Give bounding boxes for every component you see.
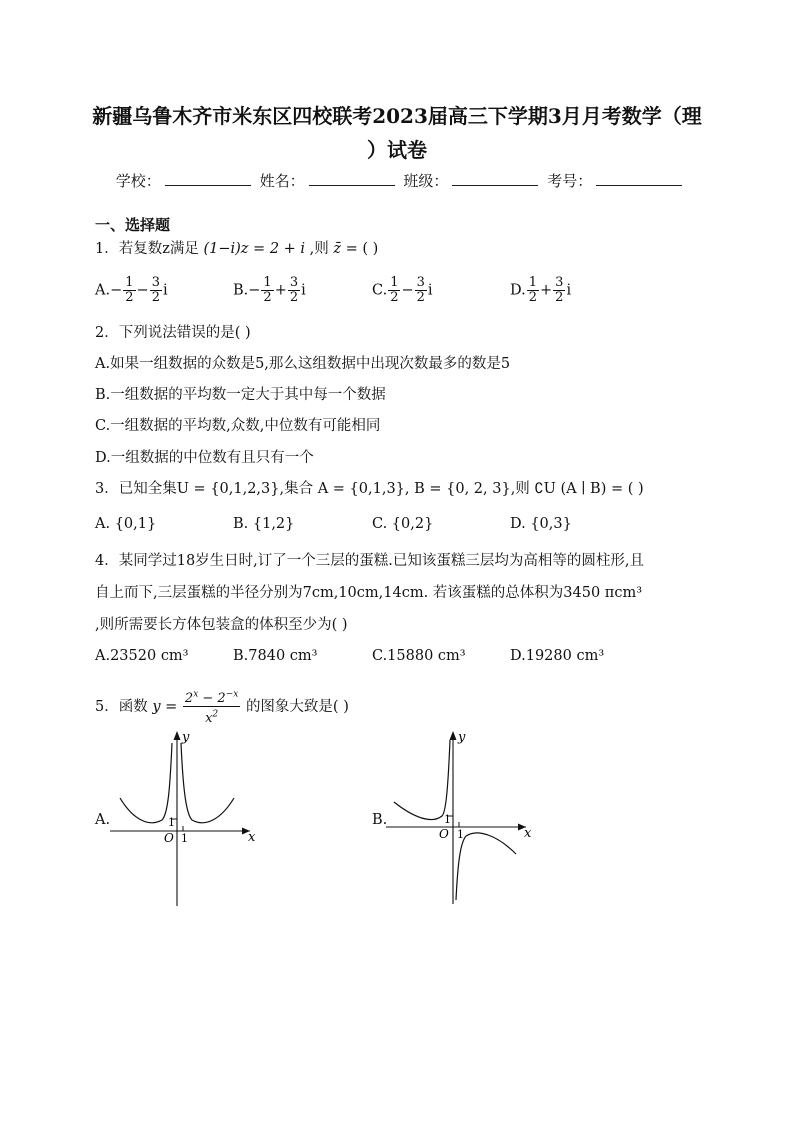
title-line-1: 新疆乌鲁木齐市米东区四校联考2023届高三下学期3月月考数学（理 [92, 104, 702, 128]
q2-option-b[interactable]: B.一组数据的平均数一定大于其中每一个数据 [95, 387, 386, 403]
q2-option-a[interactable]: A.如果一组数据的众数是5,那么这组数据中出现次数最多的数是5 [95, 356, 511, 372]
q2-option-c[interactable]: C.一组数据的平均数,众数,中位数有可能相同 [95, 418, 381, 434]
q1-option-b-label: B. [233, 282, 249, 299]
y-axis-arrow [450, 731, 457, 740]
curve-right [181, 743, 234, 823]
y-axis-arrow [174, 731, 181, 740]
q1-option-a[interactable]: A.− $\frac{1}{2}$ − $\frac{3}{2}$ i [95, 275, 168, 305]
q1-option-c-label: C. [372, 282, 388, 299]
q1-option-c[interactable]: C. $\frac{1}{2}$ − $\frac{3}{2}$ i [372, 275, 433, 305]
q3-option-b[interactable]: B. {1,2} [233, 516, 295, 532]
y-label: y [182, 730, 190, 745]
frac: $\frac{3}{2}$ [289, 275, 299, 305]
frac: $\frac{1}{2}$ [528, 275, 537, 305]
title-line-2: ）试卷 [367, 138, 427, 162]
frac: $\frac{3}{2}$ [555, 275, 564, 305]
name-blank[interactable] [309, 171, 395, 186]
y-one-label: 1 [168, 816, 175, 829]
q4-option-a[interactable]: A.23520 cm³ [95, 648, 189, 664]
y-label: y [458, 730, 466, 745]
y-one-label: 1 [444, 813, 451, 826]
q5-function-fraction: $\frac{2^x - 2^{-x}}{x^2}$ [184, 690, 239, 726]
exam-no-label: 考号： [547, 172, 593, 190]
q1-stem-e: ( ) [362, 241, 379, 257]
exam-no-blank[interactable] [596, 171, 682, 186]
frac: $\frac{1}{2}$ [125, 275, 134, 305]
frac: $\frac{3}{2}$ [151, 275, 160, 305]
q1-option-d[interactable]: D. $\frac{1}{2}$ + $\frac{3}{2}$ i [510, 275, 572, 305]
q1-stem-a: 1．若复数z满足 [95, 241, 199, 257]
class-label: 班级： [403, 172, 449, 190]
q1-option-d-label: D. [510, 282, 526, 299]
q3-option-a[interactable]: A. {0,1} [95, 516, 157, 532]
q1-stem [95, 238, 378, 260]
school-blank[interactable] [165, 171, 251, 186]
q3-stem: 3．已知全集U = {0,1,2,3},集合 A = {0,1,3}, B = {0, 2, 3},则 ∁U (A ∣ B) = ( ) [95, 481, 644, 497]
q4-line-3: ,则所需要长方体包装盒的体积至少为( ) [95, 617, 348, 633]
q5-option-a-label[interactable]: A. [95, 812, 111, 828]
q1-stem-b: (1−i)z = 2 + i [203, 241, 306, 257]
q4-option-d[interactable]: D.19280 cm³ [510, 648, 605, 664]
q4-line-2: 自上而下,三层蛋糕的半径分别为7cm,10cm,14cm. 若该蛋糕的总体积为3450 πcm³ [95, 585, 643, 601]
q5-option-b-label[interactable]: B. [372, 812, 388, 828]
name-label: 姓名： [259, 172, 305, 190]
q1-option-a-label: A. [95, 282, 111, 299]
q5-graph-a[interactable] [110, 728, 260, 908]
frac: $\frac{1}{2}$ [390, 275, 399, 305]
student-info-fields [0, 170, 794, 191]
q2-stem: 2．下列说法错误的是( ) [95, 325, 251, 341]
q1-option-b[interactable]: B.− $\frac{1}{2}$ + $\frac{3}{2}$ i [233, 275, 306, 305]
q1-stem-c: ,则 [309, 241, 329, 257]
q3-option-d[interactable]: D. {0,3} [510, 516, 572, 532]
q4-option-b[interactable]: B.7840 cm³ [233, 648, 318, 664]
school-label: 学校： [115, 172, 161, 190]
x-label: x [248, 830, 256, 845]
curve-left [394, 740, 450, 820]
q4-line-1: 4．某同学过18岁生日时,订了一个三层的蛋糕.已知该蛋糕三层均为高相等的圆柱形,且 [95, 553, 645, 569]
x-label: x [524, 826, 532, 841]
class-blank[interactable] [452, 171, 538, 186]
frac: $\frac{1}{2}$ [263, 275, 272, 305]
frac: $\frac{3}{2}$ [416, 275, 425, 305]
q4-option-c[interactable]: C.15880 cm³ [372, 648, 466, 664]
q5-stem-a: 5．函数 [95, 698, 148, 715]
q1-stem-d: z̄ = [333, 241, 358, 257]
q5-graph-b[interactable] [386, 728, 536, 908]
x-one-label: 1 [457, 828, 464, 841]
origin-label: O [164, 831, 174, 845]
q5-stem [95, 688, 349, 726]
curve-left [120, 743, 172, 823]
q3-option-c[interactable]: C. {0,2} [372, 516, 434, 532]
x-one-label: 1 [181, 832, 188, 845]
curve-right [456, 833, 516, 900]
section-heading: 一、选择题 [95, 216, 171, 234]
q5-stem-b: 的图象大致是( ) [245, 698, 349, 715]
origin-label: O [439, 827, 449, 841]
q5-function-y: y = [152, 698, 178, 715]
q2-option-d[interactable]: D.一组数据的中位数有且只有一个 [95, 450, 314, 466]
